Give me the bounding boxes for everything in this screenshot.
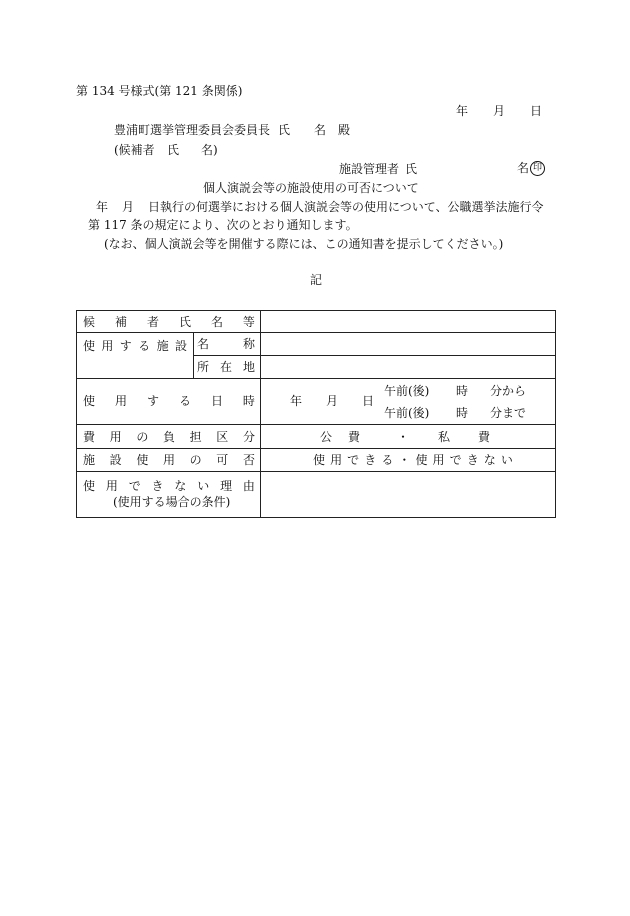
value-char: ・ xyxy=(398,453,411,467)
reason-sublabel: (使用する場合の条件) xyxy=(113,495,231,509)
label-char: 名 xyxy=(197,337,210,351)
value-char: い xyxy=(500,453,513,467)
label-char: 所 xyxy=(197,360,210,374)
label-char: 者 xyxy=(146,315,159,329)
datetime-year: 年 xyxy=(290,394,303,408)
label-char: 等 xyxy=(242,315,255,329)
label-char: で xyxy=(128,479,141,493)
table-divider xyxy=(77,332,555,333)
candidate-name-label: 名) xyxy=(201,143,218,157)
label-char: な xyxy=(174,479,187,493)
value-char: 使 xyxy=(313,453,326,467)
candidate-line xyxy=(114,143,224,157)
value-char: る xyxy=(381,453,394,467)
body-line-2: 第 117 条の規定により、次のとおり通知します。 xyxy=(88,218,358,232)
sender-title: 施設管理者 xyxy=(339,162,400,176)
label-char: 時 xyxy=(242,394,255,408)
datetime-month: 月 xyxy=(326,394,339,408)
facility-name-label xyxy=(197,337,255,351)
label-char: 候 xyxy=(83,315,96,329)
label-char: 担 xyxy=(189,430,202,444)
cost-private xyxy=(438,430,491,444)
label-char: 否 xyxy=(242,453,255,467)
value-char: き xyxy=(466,453,479,467)
label-char: 施 xyxy=(83,453,96,467)
label-char: 使 xyxy=(83,339,96,353)
seal-mark: 印 xyxy=(530,161,545,176)
label-char: 氏 xyxy=(178,315,191,329)
value-char: 使 xyxy=(415,453,428,467)
label-char: 使 xyxy=(136,453,149,467)
row-reason-label xyxy=(83,479,255,493)
table-divider xyxy=(77,448,555,449)
body-note: (なお、個人演説会等を開催する際には、この通知書を提示してください。) xyxy=(104,237,504,251)
label-char: 設 xyxy=(174,339,187,353)
datetime-day: 日 xyxy=(362,394,375,408)
body-line-1 xyxy=(96,200,556,214)
body-month: 月 xyxy=(122,200,135,214)
datetime-from-minute: 分から xyxy=(490,384,527,398)
document-title: 個人演説会等の施設使用の可否について xyxy=(203,181,419,195)
cost-separator: ・ xyxy=(397,430,410,444)
facility-address-label xyxy=(197,360,255,374)
value-char: 用 xyxy=(330,453,343,467)
label-char: 使 xyxy=(83,479,96,493)
permission-value xyxy=(313,453,513,467)
sender-name-char: 名 xyxy=(517,161,530,175)
label-char: 用 xyxy=(105,479,118,493)
row-facility-label xyxy=(83,339,187,353)
datetime-from-ampm: 午前(後) xyxy=(384,384,430,398)
datetime-to-ampm: 午前(後) xyxy=(384,406,430,420)
label-char: 用 xyxy=(101,339,114,353)
ki-heading: 記 xyxy=(310,273,323,287)
date-year: 年 xyxy=(456,104,469,118)
label-char: る xyxy=(138,339,151,353)
label-char: る xyxy=(178,394,191,408)
row-cost-label xyxy=(83,430,255,444)
table-divider xyxy=(260,311,261,517)
row-permission-label xyxy=(83,453,255,467)
row-datetime-label xyxy=(83,394,255,408)
addressee-line xyxy=(114,123,354,137)
value-char: で xyxy=(449,453,462,467)
label-char: 分 xyxy=(242,430,255,444)
label-char: 費 xyxy=(83,430,96,444)
addressee-honorific: 殿 xyxy=(338,123,351,137)
label-char: 用 xyxy=(162,453,175,467)
label-char: の xyxy=(189,453,202,467)
sender-name-label: 氏 xyxy=(405,162,418,176)
body-year: 年 xyxy=(96,200,109,214)
table-divider xyxy=(77,378,555,379)
label-char: 用 xyxy=(109,430,122,444)
label-char: 日 xyxy=(210,394,223,408)
label-char: 補 xyxy=(114,315,127,329)
date-month: 月 xyxy=(492,104,505,118)
value-char: 公 xyxy=(320,430,333,444)
value-char: で xyxy=(347,453,360,467)
body-text: 日執行の何選挙における個人演説会等の使用について、公職選挙法施行令 xyxy=(148,200,544,214)
table-divider xyxy=(193,332,194,378)
label-char: き xyxy=(151,479,164,493)
label-char: 在 xyxy=(219,360,232,374)
row-candidate-label xyxy=(83,315,255,329)
addressee-name-label: 名 xyxy=(314,123,327,137)
table-divider xyxy=(193,355,555,356)
datetime-to-hour: 時 xyxy=(456,406,469,420)
label-char: 名 xyxy=(210,315,223,329)
table-divider xyxy=(77,471,555,472)
value-char: 用 xyxy=(432,453,445,467)
addressee-family-label: 氏 xyxy=(278,123,291,137)
candidate-family-label: 氏 xyxy=(167,143,180,157)
value-char: な xyxy=(483,453,496,467)
addressee-organization: 豊浦町選挙管理委員会委員長 xyxy=(114,123,271,137)
label-char: 用 xyxy=(114,394,127,408)
label-char: す xyxy=(146,394,159,408)
label-char: 地 xyxy=(242,360,255,374)
value-char: 費 xyxy=(348,430,361,444)
label-char: の xyxy=(136,430,149,444)
value-char: 私 xyxy=(438,430,451,444)
label-char: 使 xyxy=(83,394,96,408)
table-divider xyxy=(77,424,555,425)
label-char: い xyxy=(197,479,210,493)
label-char: す xyxy=(119,339,132,353)
date-day: 日 xyxy=(529,104,542,118)
notice-table xyxy=(76,310,556,518)
label-char: 理 xyxy=(220,479,233,493)
value-char: き xyxy=(364,453,377,467)
label-char: 施 xyxy=(156,339,169,353)
datetime-from-hour: 時 xyxy=(456,384,469,398)
label-char: 設 xyxy=(109,453,122,467)
label-char: 可 xyxy=(216,453,229,467)
date-line xyxy=(456,104,542,118)
candidate-label: (候補者 xyxy=(114,143,155,157)
cost-public xyxy=(320,430,361,444)
label-char: 称 xyxy=(242,337,255,351)
label-char: 区 xyxy=(216,430,229,444)
form-number: 第 134 号様式(第 121 条関係) xyxy=(76,84,243,98)
value-char: 費 xyxy=(478,430,491,444)
sender-line xyxy=(339,162,544,176)
label-char: 負 xyxy=(162,430,175,444)
label-char: 由 xyxy=(242,479,255,493)
datetime-to-minute: 分まで xyxy=(490,406,527,420)
